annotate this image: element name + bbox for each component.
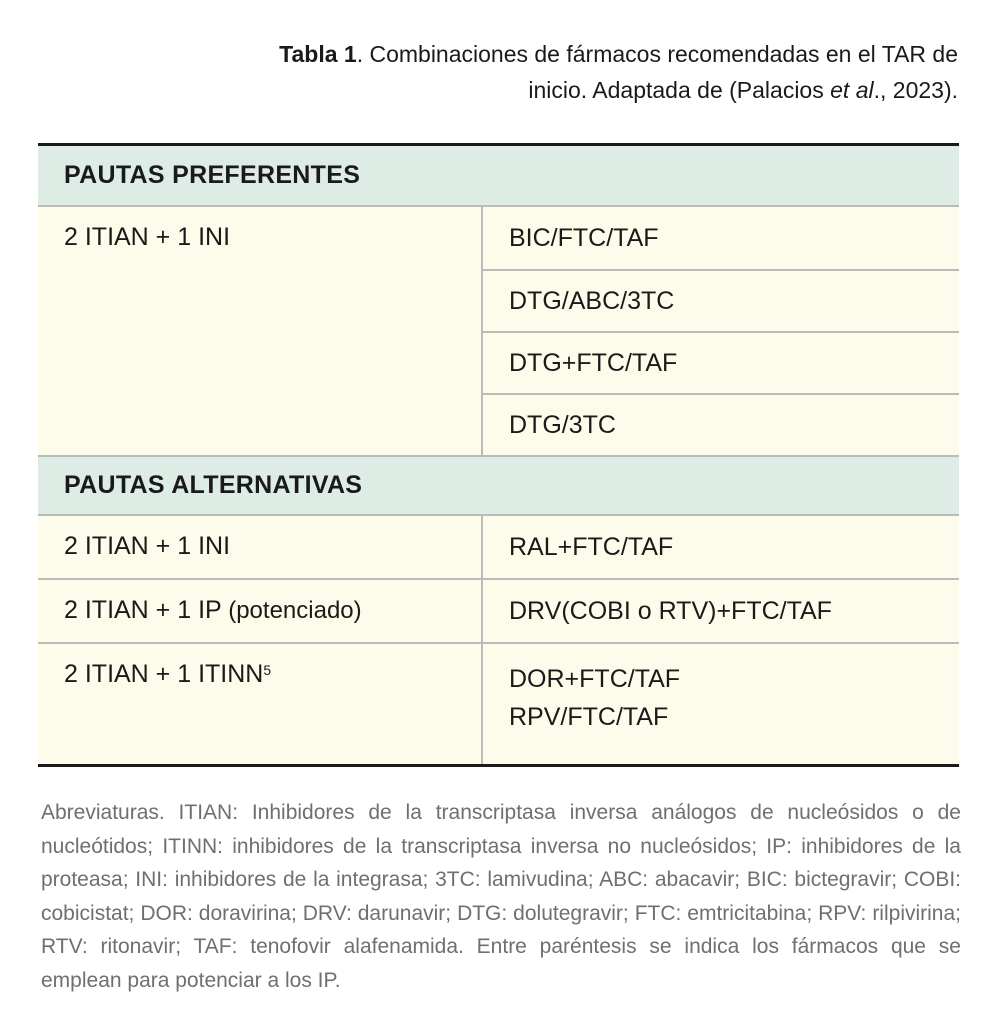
group-cell: [38, 644, 483, 764]
section-header-preferentes: PAUTAS PREFERENTES: [38, 146, 959, 207]
table-row: [38, 642, 959, 764]
caption-text: . Combinaciones de fármacos recomendadas en el TAR de inicio. Adaptada de (Palacios: [356, 41, 958, 103]
regimen-item: [483, 644, 959, 764]
caption-text-end: ., 2023).: [873, 77, 958, 103]
abbreviations-footnote: Abreviaturas. ITIAN: Inhibidores de la transcriptasa inversa análogos de nucleósidos o de nucleótidos; ITINN: inhibidores de la transcriptasa inversa no nucleósidos; IP: inhibidores de la proteasa; INI: inhibidores de la integrasa; 3TC: lamivudina; ABC: abacavir; BIC: bictegravir; COBI: cobicistat; DOR: doravirina; DRV: darunavir; DTG: dolutegravir; FTC: emtricitabina; RPV: rilpivirina; RTV: ritonavir; TAF: tenofovir alafenamida. Entre paréntesis se indica los fármacos que se emplean para potenciar a los IP.: [41, 801, 961, 992]
section-header-alternativas: PAUTAS ALTERNATIVAS: [38, 455, 959, 516]
table-row: [38, 207, 959, 455]
group-cell: 2 ITIAN + 1 INI: [38, 207, 483, 455]
group-cell: [38, 580, 483, 642]
regimen-item: BIC/FTC/TAF: [509, 223, 659, 252]
group-cell: 2 ITIAN + 1 INI: [38, 516, 483, 578]
table-caption: [258, 36, 958, 108]
regimen-item: RAL+FTC/TAF: [509, 532, 674, 561]
regimen-line: DOR+FTC/TAF: [509, 665, 681, 693]
regimen-item: DTG/ABC/3TC: [483, 269, 959, 331]
regimen-item: DTG+FTC/TAF: [483, 331, 959, 393]
caption-italic: et al: [830, 77, 874, 103]
regimen-line: RPV/FTC/TAF: [509, 703, 669, 731]
caption-label: Tabla 1: [279, 41, 357, 67]
regimen-item: DTG/3TC: [483, 393, 959, 455]
regimen-cell: [483, 644, 959, 764]
regimens-table: [38, 143, 959, 767]
regimen-cell: [483, 580, 959, 642]
footnote-ref: 5: [263, 662, 272, 678]
table-row: [38, 516, 959, 578]
table-row: [38, 578, 959, 642]
group-note: (potenciado): [228, 597, 362, 624]
group-text: 2 ITIAN + 1 IP: [64, 596, 222, 624]
regimen-item: DRV(COBI o RTV)+FTC/TAF: [509, 596, 832, 625]
group-text: 2 ITIAN + 1 ITINN: [64, 660, 264, 688]
regimen-cell: [483, 516, 959, 578]
regimen-cell: [483, 207, 959, 455]
